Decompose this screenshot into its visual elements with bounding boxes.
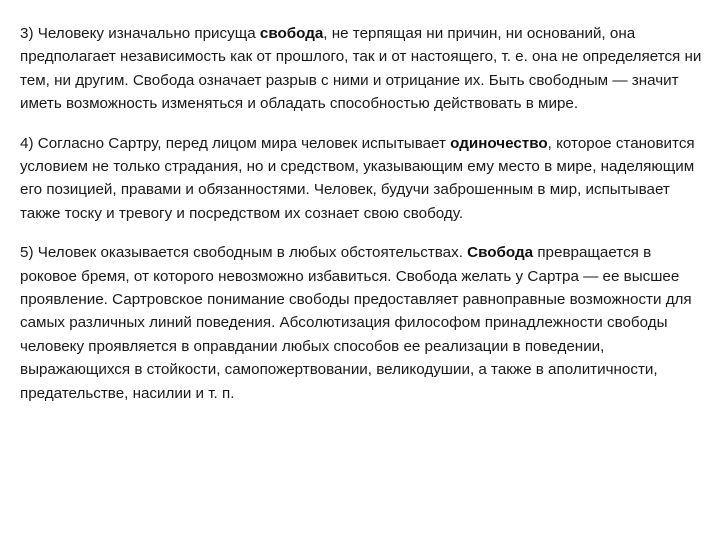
paragraph-4-text-end: , которое становится условием не только страдания, но и средством, указывающим ему место в мире, наделяющим его позицией, правами и обязанностями. Человек, будучи заброшенным в мир, испытывает также тоску и тревогу и посредством их сознает свою свободу. bbox=[20, 134, 695, 222]
paragraph-5-text-end: превращается в роковое бремя, от которого невозможно избавиться. Свобода желать у Сартра — ее высшее проявление. Сартровское понимание свободы предоставляет равноправные возможности для самых различных линий поведения. Абсолютизация философом принадлежности свободы человеку проявляется в оправдании любых способов ее реализации в поведении, выражающихся в стойкости, самопожертвовании, великодушии, а также в аполитичности, предательстве, насилии и т. п. bbox=[20, 244, 692, 402]
paragraph-4-text-start: 4) Согласно Сартру, перед лицом мира человек испытывает bbox=[20, 134, 451, 152]
paragraph-5-text-start: 5) Человек оказывается свободным в любых обстоятельствах. bbox=[20, 244, 468, 262]
paragraph-3-text-end: , не терпящая ни причин, ни оснований, она предполагает независимость как от прошлого, так и от настоящего, т. е. она не определяется ни тем, ни другим. Свобода означает разрыв с ними и отрицание их. Быть свободным — значит иметь возможность изменяться и обладать способностью действовать в мире. bbox=[20, 25, 702, 113]
keyword-svoboda-2: Свобода bbox=[467, 244, 534, 262]
paragraph-4 bbox=[20, 132, 704, 226]
paragraph-3-text-start: 3) Человеку изначально присуща bbox=[20, 25, 260, 42]
paragraph-5 bbox=[20, 241, 704, 405]
keyword-odinochestvo: одиночество bbox=[450, 134, 548, 152]
paragraph-3 bbox=[20, 22, 704, 116]
text-content bbox=[20, 22, 704, 405]
keyword-svoboda: свобода bbox=[259, 25, 324, 42]
